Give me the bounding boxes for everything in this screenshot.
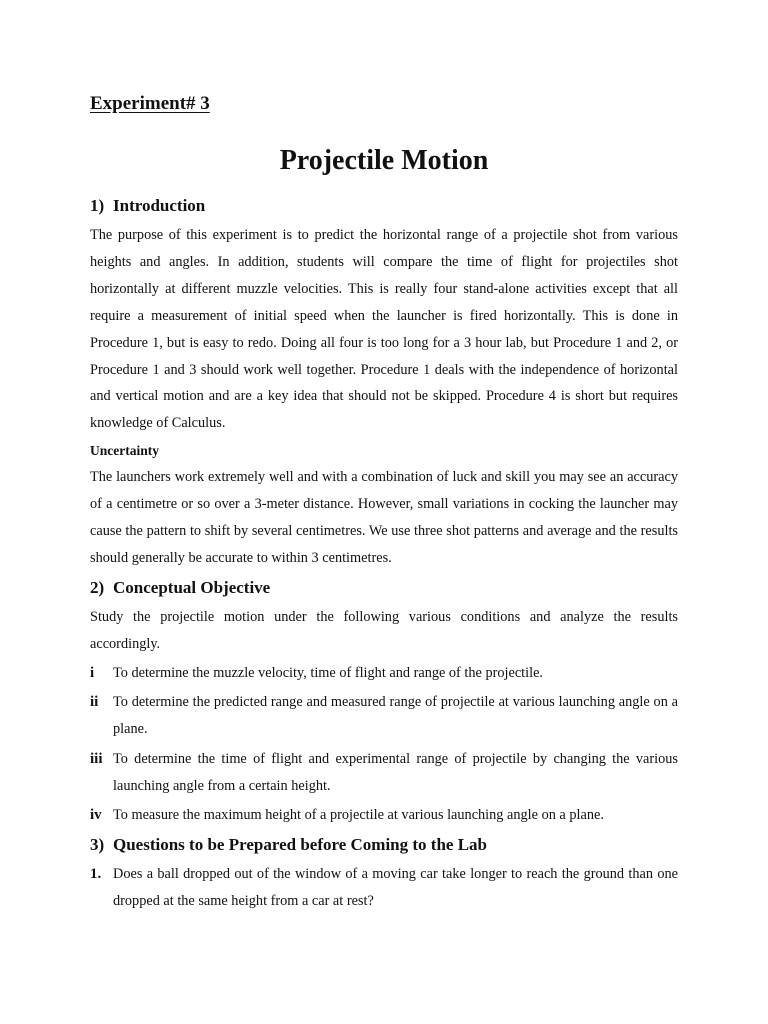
section-title: Introduction: [113, 196, 206, 215]
objective-heading: [90, 578, 270, 598]
document-title: Projectile Motion: [279, 145, 489, 176]
section-number: 2): [90, 578, 105, 597]
section-title: Conceptual Objective: [113, 578, 271, 597]
introduction-heading: [90, 196, 205, 216]
objective-item: [90, 802, 678, 829]
objective-item: [90, 660, 678, 687]
introduction-paragraph: The purpose of this experiment is to predict the horizontal range of a projectile shot from various heights and angles. In addition, students will compare the time of flight for projectiles shot horizontally at different muzzle velocities. This is really four stand-alone activities except that all require a measurement of initial speed when the launcher is fired horizontally. This is done in Procedure 1, but is easy to redo. Doing all four is too long for a 3 hour lab, but Procedure 1 and 2, or Procedure 1 and 3 should work well together. Procedure 1 deals with the independence of horizontal and vertical motion and are a key idea that should not be skipped. Procedure 4 is short but requires knowledge of Calculus.: [90, 227, 678, 432]
list-marker: i: [90, 665, 95, 681]
questions-heading: [90, 835, 487, 855]
uncertainty-heading: Uncertainty: [90, 443, 159, 458]
list-marker: iv: [90, 807, 102, 823]
section-number: 3): [90, 835, 105, 854]
objective-text: To measure the maximum height of a projectile at various launching angle on a plane.: [113, 807, 604, 823]
objective-intro: Study the projectile motion under the following various conditions and analyze the results accordingly.: [90, 609, 678, 652]
objective-text: To determine the muzzle velocity, time of flight and range of the projectile.: [113, 665, 543, 681]
objective-item: [90, 689, 678, 743]
list-marker: iii: [90, 751, 103, 767]
experiment-label: Experiment# 3: [90, 93, 210, 114]
objective-text: To determine the time of flight and experimental range of projectile by changing the various launching angle from a certain height.: [113, 751, 678, 794]
question-text: Does a ball dropped out of the window of a moving car take longer to reach the ground than one dropped at the same height from a car at rest?: [113, 866, 678, 909]
objective-text: To determine the predicted range and measured range of projectile at various launching angle on a plane.: [113, 694, 678, 737]
section-number: 1): [90, 196, 105, 215]
list-marker: 1.: [90, 866, 102, 882]
objective-item: [90, 746, 678, 800]
question-item: [90, 861, 678, 915]
list-marker: ii: [90, 694, 99, 710]
uncertainty-paragraph: The launchers work extremely well and with a combination of luck and skill you may see an accuracy of a centimetre or so over a 3-meter distance. However, small variations in cocking the launcher may cause the pattern to shift by several centimetres. We use three shot patterns and average and the results should generally be accurate to within 3 centimetres.: [90, 469, 678, 566]
section-title: Questions to be Prepared before Coming to the Lab: [113, 835, 487, 854]
